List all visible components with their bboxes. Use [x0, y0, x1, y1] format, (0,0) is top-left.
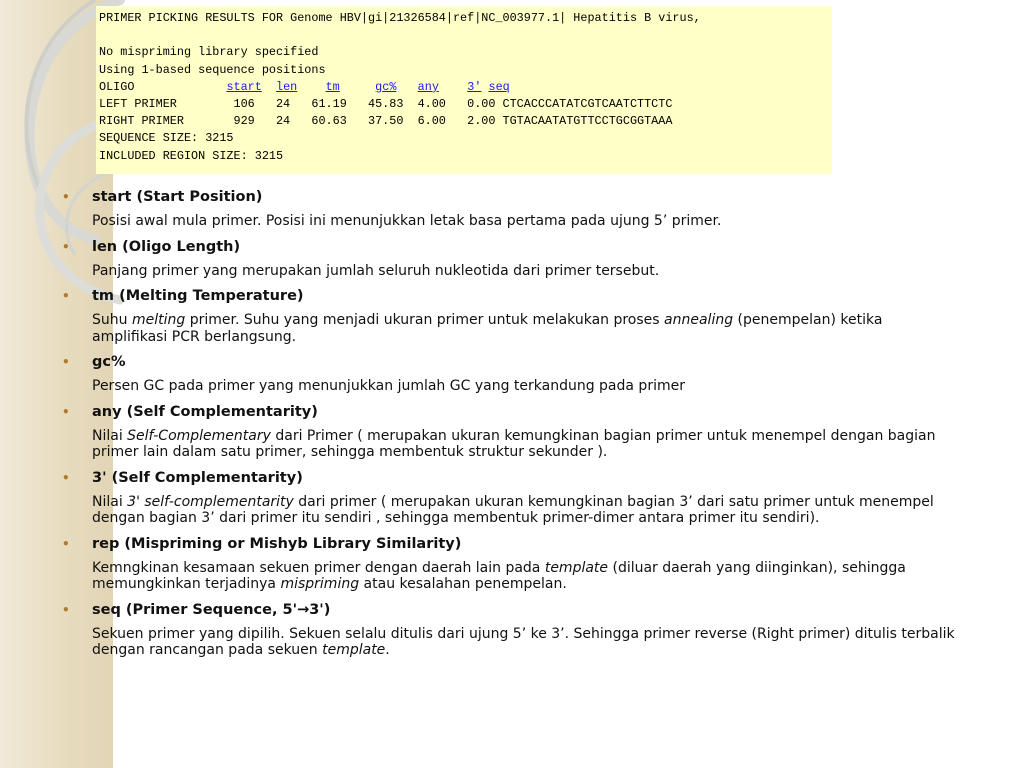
definition-title: • tm (Melting Temperature) — [92, 285, 962, 306]
sequence-size-line: SEQUENCE SIZE: 3215 — [99, 131, 234, 146]
definition-title: • seq (Primer Sequence, 5'→3') — [92, 599, 962, 620]
col-gc-link[interactable]: gc% — [375, 79, 397, 94]
col-tm-link[interactable]: tm — [325, 79, 340, 94]
primer-results-panel — [96, 6, 832, 174]
definition-seq — [92, 599, 962, 659]
col-len-link[interactable]: len — [276, 79, 298, 94]
results-header: PRIMER PICKING RESULTS FOR Genome HBV|gi|21326584|ref|NC_003977.1| Hepatitis B virus, — [99, 11, 701, 25]
definition-title: • start (Start Position) — [92, 186, 962, 207]
col-oligo: OLIGO — [99, 79, 135, 94]
definition-text: Sekuen primer yang dipilih. Sekuen selalu ditulis dari ujung 5’ ke 3’. Sehingga primer reverse (Right primer) ditulis terbalik dengan rancangan pada sekuen template. — [92, 625, 955, 658]
left-primer-row: LEFT PRIMER 106 24 61.19 45.83 4.00 0.00 CTCACCCATATCGTCAATCTTCTC — [99, 97, 673, 112]
definition-text: Nilai 3' self-complementarity dari primer ( merupakan ukuran kemungkinan bagian 3’ dari satu primer untuk menempel dengan bagian 3’ dari primer itu sendiri , sehingga membentuk primer-dimer antara primer itu sendiri). — [92, 493, 934, 526]
sequence-positions-line: Using 1-based sequence positions — [99, 62, 326, 77]
definition-tm — [92, 285, 962, 345]
parameter-definitions — [92, 186, 962, 665]
definition-title: • rep (Mispriming or Mishyb Library Similarity) — [92, 533, 962, 554]
definition-3prime — [92, 467, 962, 527]
definition-text: Suhu melting primer. Suhu yang menjadi ukuran primer untuk melakukan proses annealing (penempelan) ketika amplifikasi PCR berlangsung. — [92, 312, 883, 345]
definition-title: • 3' (Self Complementarity) — [92, 467, 962, 488]
definition-any — [92, 401, 962, 461]
col-3prime-link[interactable]: 3' — [467, 79, 482, 94]
right-arrow-icon: → — [297, 601, 310, 618]
definition-text: Panjang primer yang merupakan jumlah seluruh nukleotida dari primer tersebut. — [92, 262, 660, 279]
mispriming-library-line: No mispriming library specified — [99, 45, 319, 60]
definition-text: Kemngkinan kesamaan sekuen primer dengan daerah lain pada template (diluar daerah yang diinginkan), sehingga memungkinkan terjadinya mispriming atau kesalahan penempelan. — [92, 559, 906, 592]
definition-start — [92, 186, 962, 230]
definition-text: Persen GC pada primer yang menunjukkan jumlah GC yang terkandung pada primer — [92, 378, 685, 394]
definition-title: • len (Oligo Length) — [92, 236, 962, 257]
definition-len — [92, 236, 962, 280]
definition-title: • gc% — [92, 351, 962, 372]
primer-results-text — [96, 6, 832, 165]
col-any-link[interactable]: any — [417, 79, 439, 94]
definition-rep — [92, 533, 962, 593]
right-primer-row: RIGHT PRIMER 929 24 60.63 37.50 6.00 2.00 TGTACAATATGTTCCTGCGGTAAA — [99, 114, 673, 129]
definition-gc — [92, 351, 962, 395]
definition-text: Posisi awal mula primer. Posisi ini menunjukkan letak basa pertama pada ujung 5’ primer. — [92, 213, 722, 229]
definition-title: • any (Self Complementarity) — [92, 401, 962, 422]
definition-text: Nilai Self-Complementary dari Primer ( merupakan ukuran kemungkinan bagian primer untuk menempel dengan bagian primer lain dalam satu primer, sehingga membentuk struktur sekunder ). — [92, 427, 936, 460]
col-start-link[interactable]: start — [226, 79, 262, 94]
col-seq-link[interactable]: seq — [488, 79, 510, 94]
included-region-line: INCLUDED REGION SIZE: 3215 — [99, 148, 284, 163]
